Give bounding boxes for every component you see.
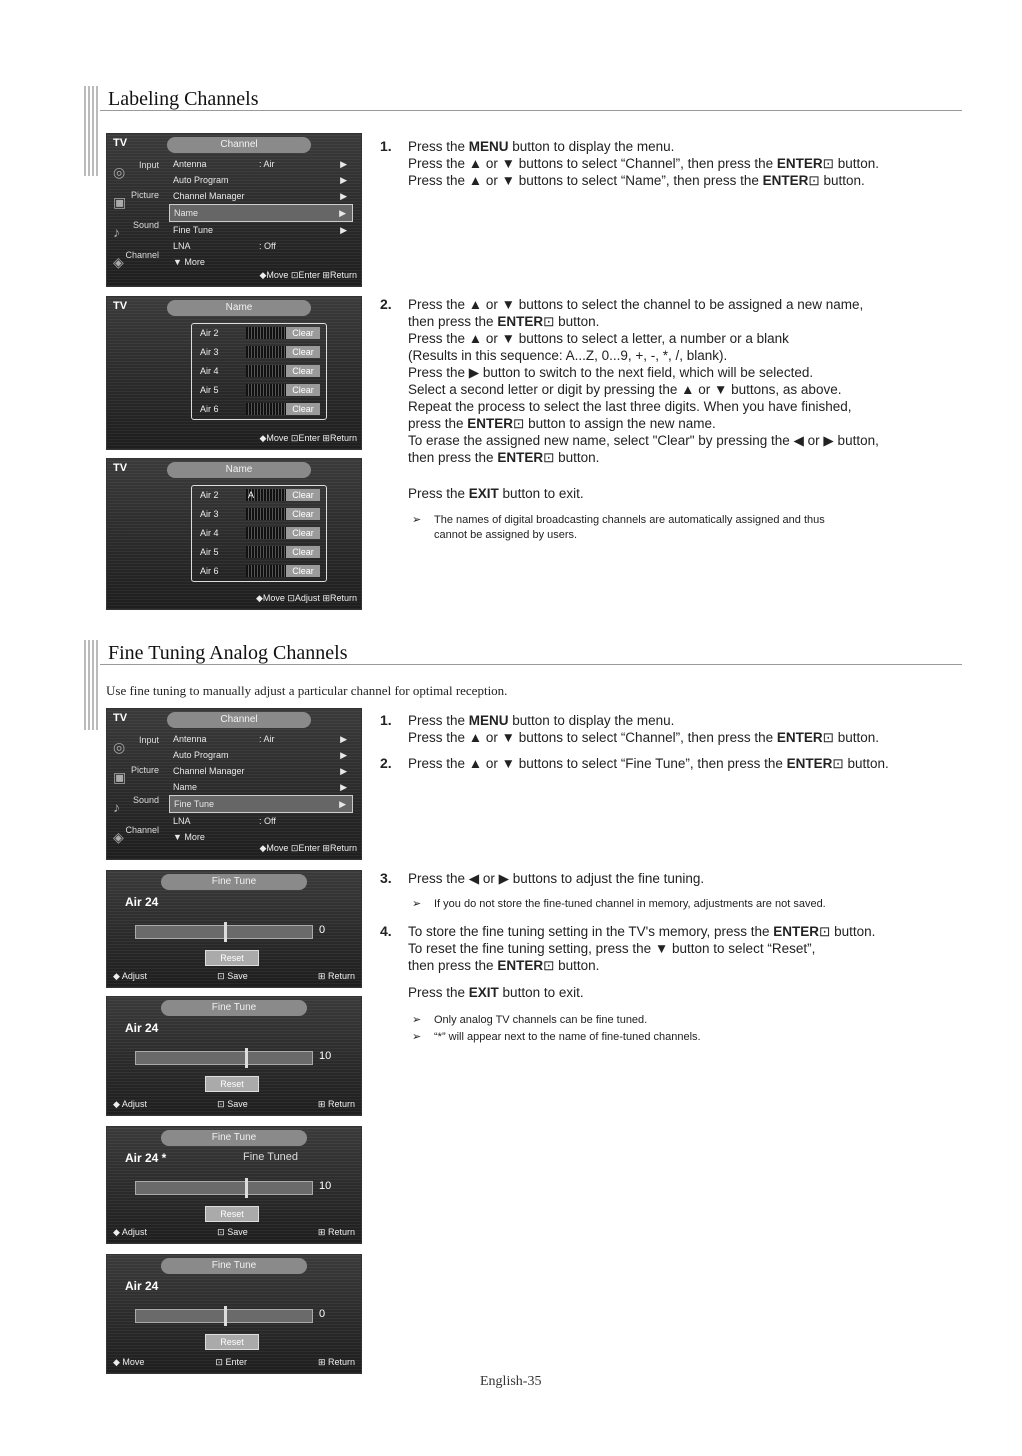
name-field [246, 346, 288, 358]
enter-icon: ⊡ [543, 958, 555, 973]
reset-button: Reset [205, 950, 259, 966]
name-list [191, 485, 327, 582]
menu-sidebar [111, 150, 163, 270]
fine-tune-bar [135, 1309, 313, 1323]
clear-button: Clear [286, 365, 320, 377]
menu-item: ▼ More [173, 257, 205, 267]
menu-item: Antenna : Air ▶ [173, 734, 347, 744]
picture-icon: ▣ [113, 194, 127, 210]
note-icon: ➢ [412, 1031, 422, 1043]
fine-step-1: 1. Press the MENU button to display the menu. Press the ▲ or ▼ buttons to select “Channel”, then press the ENTER⊡ button. [380, 712, 880, 745]
enter-icon: ⊡ [832, 756, 844, 771]
page-footer: English-35 [480, 1374, 542, 1389]
reset-button: Reset [205, 1076, 259, 1092]
fine-tune-marker [224, 922, 227, 942]
fine-tune-marker [245, 1178, 248, 1198]
name-field [246, 384, 288, 396]
input-icon: ◎ [113, 164, 126, 180]
sidebar-item-sound: ♪ Sound [111, 210, 163, 240]
labeling-note: ➢ The names of digital broadcasting channels are automatically assigned and thus cannot be assigned by users. [412, 514, 825, 541]
section-title-labeling: Labeling Channels [108, 88, 259, 110]
clear-button: Clear [286, 546, 320, 558]
menu-footer: ◆Move ⊡Enter ⊞Return [259, 270, 357, 280]
section-marker [84, 640, 100, 730]
enter-icon: ⊡ [543, 314, 555, 329]
menu-list [169, 731, 353, 845]
name-field [246, 527, 288, 539]
sidebar-item-sound: ♪ Sound [111, 785, 163, 815]
menu-title: Fine Tune [161, 1130, 307, 1146]
tv-label: TV [113, 137, 128, 149]
channel-label: Air 24 [125, 1279, 159, 1293]
name-row: Air 6 Clear [192, 400, 326, 419]
menu-item: Auto Program ▶ [173, 175, 347, 185]
name-field [246, 508, 288, 520]
sound-icon: ♪ [113, 799, 120, 815]
tv-label: TV [113, 712, 128, 724]
reset-button: Reset [205, 1206, 259, 1222]
fine-step-2: 2. Press the ▲ or ▼ buttons to select “Fine Tune”, then press the ENTER⊡ button. [380, 755, 889, 771]
labeling-exit-line: Press the EXIT button to exit. [408, 486, 584, 501]
fine-tune-screen [106, 996, 362, 1116]
name-field [246, 565, 288, 577]
menu-item: Name ▶ [173, 782, 347, 792]
enter-icon: ⊡ [543, 450, 555, 465]
name-row: Air 4 Clear [192, 524, 326, 543]
channel-label: Air 24 [125, 895, 159, 909]
menu-footer: ◆ Adjust ⊡ Save ⊞ Return [113, 1099, 355, 1109]
sidebar-item-picture: ▣ Picture [111, 755, 163, 785]
clear-button: Clear [286, 327, 320, 339]
section-rule [100, 110, 962, 111]
reset-button: Reset [205, 1334, 259, 1350]
labeling-step-1: 1. Press the MENU button to display the menu. Press the ▲ or ▼ buttons to select “Channel”, then press the ENTER⊡ button. Press the ▲ or ▼ buttons to select “Name”, then press the ENTER⊡ button. [380, 138, 880, 188]
section-marker [84, 86, 100, 176]
enter-icon: ⊡ [808, 173, 820, 188]
clear-button: Clear [286, 384, 320, 396]
fine-tuned-tag: Fine Tuned [243, 1151, 299, 1163]
fine-tune-screen [106, 1126, 362, 1244]
sidebar-item-channel: ◈ Channel [111, 240, 163, 270]
menu-item: Fine Tune ▶ [173, 225, 347, 235]
name-row: Air 5 Clear [192, 543, 326, 562]
menu-footer: ◆Move ⊡Adjust ⊞Return [255, 593, 357, 603]
note-icon: ➢ [412, 1014, 422, 1026]
menu-title: Channel [167, 712, 311, 728]
menu-item: LNA : Off [173, 241, 276, 251]
name-menu-screen-edit [106, 458, 362, 610]
channel-menu-screen-fine [106, 708, 362, 860]
menu-title: Channel [167, 137, 311, 153]
channel-icon: ◈ [113, 254, 124, 270]
fine-step-4: 4. To store the fine tuning setting in the TV's memory, press the ENTER⊡ button. To reset the fine tuning setting, press the ▼ button to select “Reset”, then press the ENTER⊡ button. [380, 923, 876, 973]
menu-title: Fine Tune [161, 874, 307, 890]
channel-menu-screen [106, 133, 362, 287]
name-field [246, 327, 288, 339]
name-list [191, 323, 327, 420]
menu-title: Fine Tune [161, 1258, 307, 1274]
menu-item-selected: Fine Tune ▶ [169, 795, 353, 813]
menu-footer: ◆Move ⊡Enter ⊞Return [259, 433, 357, 443]
fine-tune-screen [106, 1254, 362, 1374]
fine-tune-screen [106, 870, 362, 988]
name-row: Air 4 Clear [192, 362, 326, 381]
sidebar-item-channel: ◈ Channel [111, 815, 163, 845]
channel-label: Air 24 [125, 1021, 159, 1035]
fine-tune-value: 10 [319, 1180, 332, 1192]
sidebar-item-input: ◎ Input [111, 150, 163, 180]
menu-item: Channel Manager ▶ [173, 766, 347, 776]
sound-icon: ♪ [113, 224, 120, 240]
name-row: Air 2 Clear [192, 324, 326, 343]
menu-title: Name [167, 300, 311, 316]
name-field [246, 546, 288, 558]
section-rule [100, 664, 962, 665]
menu-item: Antenna : Air ▶ [173, 159, 347, 169]
fine-tune-value: 10 [319, 1050, 332, 1062]
fine-exit-line: Press the EXIT button to exit. [408, 985, 584, 1000]
name-row: Air 2 A Clear [192, 486, 326, 505]
clear-button: Clear [286, 403, 320, 415]
enter-icon: ⊡ [822, 730, 834, 745]
clear-button: Clear [286, 346, 320, 358]
input-icon: ◎ [113, 739, 126, 755]
menu-footer: ◆ Adjust ⊡ Save ⊞ Return [113, 971, 355, 981]
fine-note-2: ➢ “*” will appear next to the name of fine-tuned channels. [412, 1031, 701, 1043]
name-row: Air 3 Clear [192, 505, 326, 524]
sidebar-item-input: ◎ Input [111, 725, 163, 755]
name-row: Air 6 Clear [192, 562, 326, 581]
enter-icon: ⊡ [513, 416, 525, 431]
tv-label: TV [113, 300, 128, 312]
fine-step-3-note: ➢ If you do not store the fine-tuned channel in memory, adjustments are not saved. [412, 898, 826, 910]
enter-icon: ⊡ [822, 156, 834, 171]
menu-footer: ◆Move ⊡Enter ⊞Return [259, 843, 357, 853]
menu-item: Auto Program ▶ [173, 750, 347, 760]
name-field [246, 365, 288, 377]
menu-item-selected: Name ▶ [169, 204, 353, 222]
fine-tune-bar [135, 1051, 313, 1065]
menu-footer: ◆ Adjust ⊡ Save ⊞ Return [113, 1227, 355, 1237]
name-menu-screen [106, 296, 362, 450]
clear-button: Clear [286, 527, 320, 539]
name-field: A [246, 489, 288, 501]
note-icon: ➢ [412, 514, 422, 526]
menu-sidebar [111, 725, 163, 845]
name-field [246, 403, 288, 415]
fine-tune-value: 0 [319, 924, 326, 936]
menu-item: Channel Manager ▶ [173, 191, 347, 201]
name-row: Air 5 Clear [192, 381, 326, 400]
clear-button: Clear [286, 565, 320, 577]
fine-tune-bar [135, 1181, 313, 1195]
menu-title: Fine Tune [161, 1000, 307, 1016]
menu-item: ▼ More [173, 832, 205, 842]
channel-icon: ◈ [113, 829, 124, 845]
menu-item: LNA : Off [173, 816, 276, 826]
fine-step-3: 3. Press the ◀ or ▶ buttons to adjust the fine tuning. [380, 870, 705, 886]
name-row: Air 3 Clear [192, 343, 326, 362]
sidebar-item-picture: ▣ Picture [111, 180, 163, 210]
picture-icon: ▣ [113, 769, 127, 785]
tv-label: TV [113, 462, 128, 474]
clear-button: Clear [286, 489, 320, 501]
fine-tune-marker [245, 1048, 248, 1068]
note-icon: ➢ [412, 898, 422, 910]
channel-label: Air 24 * [125, 1151, 167, 1165]
fine-tune-marker [224, 1306, 227, 1326]
fine-tune-bar [135, 925, 313, 939]
fine-tune-value: 0 [319, 1308, 326, 1320]
enter-icon: ⊡ [819, 924, 831, 939]
section-intro: Use fine tuning to manually adjust a particular channel for optimal reception. [106, 683, 508, 698]
clear-button: Clear [286, 508, 320, 520]
menu-list [169, 156, 353, 270]
labeling-step-2: 2. Press the ▲ or ▼ buttons to select the channel to be assigned a new name, then press the ENTER⊡ button. Press the ▲ or ▼ buttons to select a letter, a number or a blank (Results in this sequence: A...Z, 0...9, +, -, *, /, blank). Press the ▶ button to switch to the next field, which will be selected. Select a second letter or digit by pressing the ▲ or ▼ buttons, as above. Repeat the process to select the last three digits. When you have finished, press the ENTER⊡ button to assign the new name. To erase the assigned new name, select "Clear" by pressing the ◀ or ▶ button, then press the ENTER⊡ button. [380, 296, 879, 465]
section-title-fine-tuning: Fine Tuning Analog Channels [108, 642, 348, 664]
menu-title: Name [167, 462, 311, 478]
fine-note-1: ➢ Only analog TV channels can be fine tuned. [412, 1014, 648, 1026]
menu-footer: ◆ Move ⊡ Enter ⊞ Return [113, 1357, 355, 1367]
